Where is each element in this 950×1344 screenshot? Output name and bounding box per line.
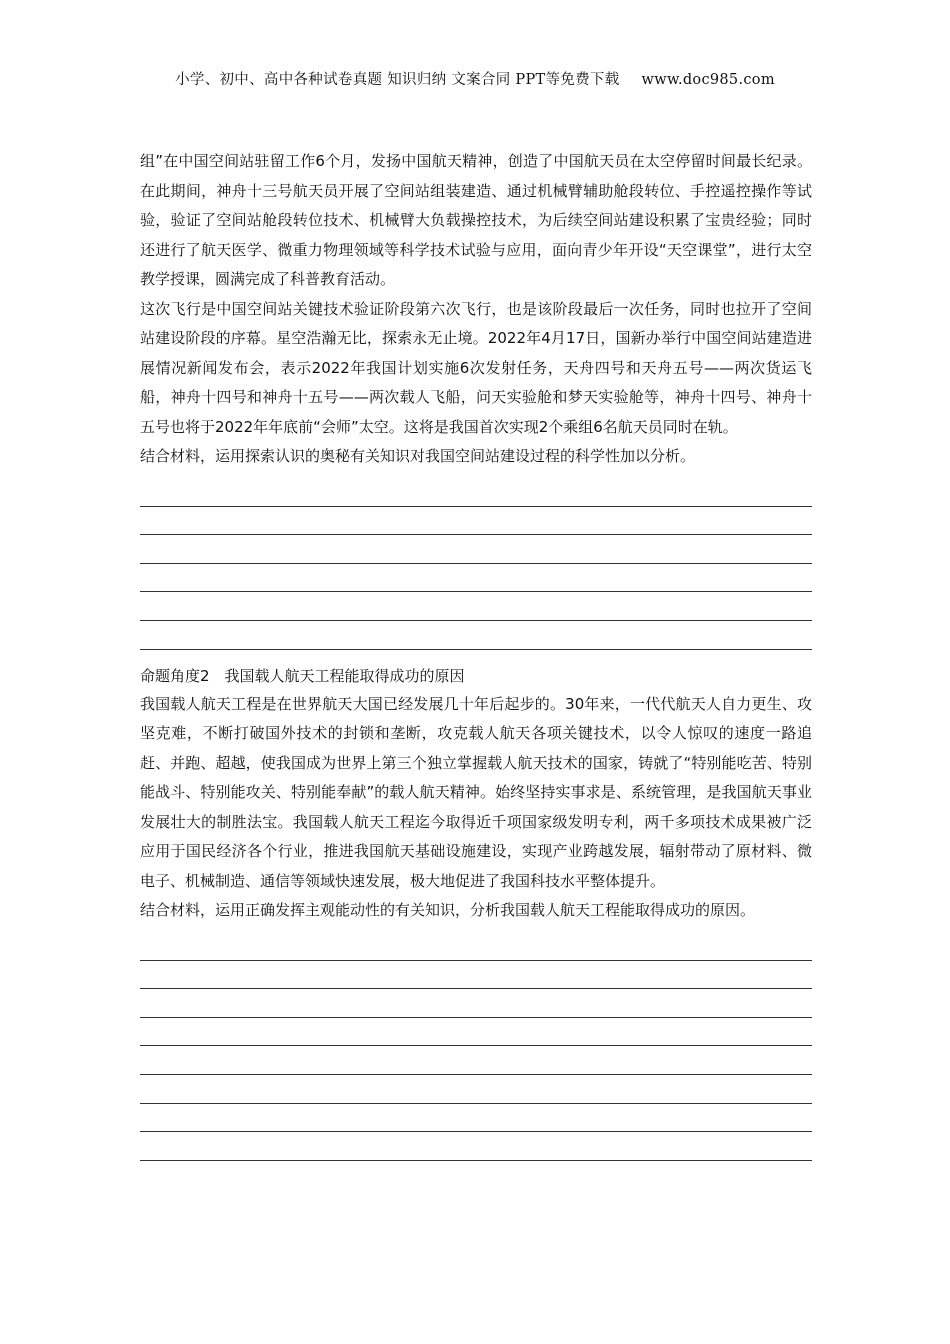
answer-line [140,932,812,961]
answer-line [140,989,812,1018]
header-text: 小学、初中、高中各种试卷真题 知识归纳 文案合同 PPT等免费下载 [175,72,620,88]
q2-section-title: 命题角度2 我国载人航天工程能取得成功的原因 [140,666,465,685]
answer-line [140,592,812,621]
answer-line [140,478,812,507]
answer-line [140,961,812,990]
answer-line [140,564,812,593]
q1-question: 结合材料，运用探索认识的奥秘有关知识对我国空间站建设过程的科学性加以分析。 [140,447,696,465]
answer-line [140,1046,812,1075]
answer-line [140,621,812,650]
q2-material-paragraph: 我国载人航天工程是在世界航天大国已经发展几十年后起步的。30年来，一代代航天人自力更生、攻坚克难，不断打破国外技术的封锁和垄断，攻克载人航天各项关键技术，以令人惊叹的速度一路追赶、并跑、超越，使我国成为世界上第三个独立掌握载人航天技术的国家，铸就了“特别能吃苦、特别能战斗、特别能攻关、特别能奉献”的载人航天精神。始终坚持实事求是、系统管理，是我国航天事业发展壮大的制胜法宝。我国载人航天工程迄今取得近千项国家级发明专利，两千多项技术成果被广泛应用于国民经济各个行业，推进我国航天基础设施建设，实现产业跨越发展，辐射带动了原材料、微电子、机械制造、通信等领域快速发展，极大地促进了我国科技水平整体提升。 [140,694,812,890]
header-site-link[interactable]: www.doc985.com [641,72,775,88]
q1-answer-area[interactable] [140,478,812,650]
answer-line [140,1104,812,1133]
q1-material-paragraph-2: 这次飞行是中国空间站关键技术验证阶段第六次飞行，也是该阶段最后一次任务，同时也拉开了空间站建设阶段的序幕。星空浩瀚无比，探索永无止境。2022年4月17日，国新办举行中国空间站建造进展情况新闻发布会，表示2022年我国计划实施6次发射任务，天舟四号和天舟五号——两次货运飞船，神舟十四号和神舟十五号——两次载人飞船，问天实验舱和梦天实验舱等，神舟十四号、神舟十五号也将于2022年年底前“会师”太空。这将是我国首次实现2个乘组6名航天员同时在轨。 [140,299,812,436]
q2-answer-area[interactable] [140,932,812,1161]
answer-line [140,1132,812,1161]
answer-line [140,1075,812,1104]
page-header [0,68,950,89]
q2-question: 结合材料，运用正确发挥主观能动性的有关知识，分析我国载人航天工程能取得成功的原因。 [140,901,756,920]
answer-line [140,535,812,564]
document-body [140,147,812,1161]
answer-line [140,1018,812,1047]
q1-material-paragraph-1: 组”在中国空间站驻留工作6个月，发扬中国航天精神，创造了中国航天员在太空停留时间最长纪录。在此期间，神舟十三号航天员开展了空间站组装建造、通过机械臂辅助舱段转位、手控遥控操作等试验，验证了空间站舱段转位技术、机械臂大负载操控技术，为后续空间站建设积累了宝贵经验；同时还进行了航天医学、微重力物理领域等科学技术试验与应用，面向青少年开设“天空课堂”，进行太空教学授课，圆满完成了科普教育活动。 [140,152,812,288]
answer-line [140,507,812,536]
